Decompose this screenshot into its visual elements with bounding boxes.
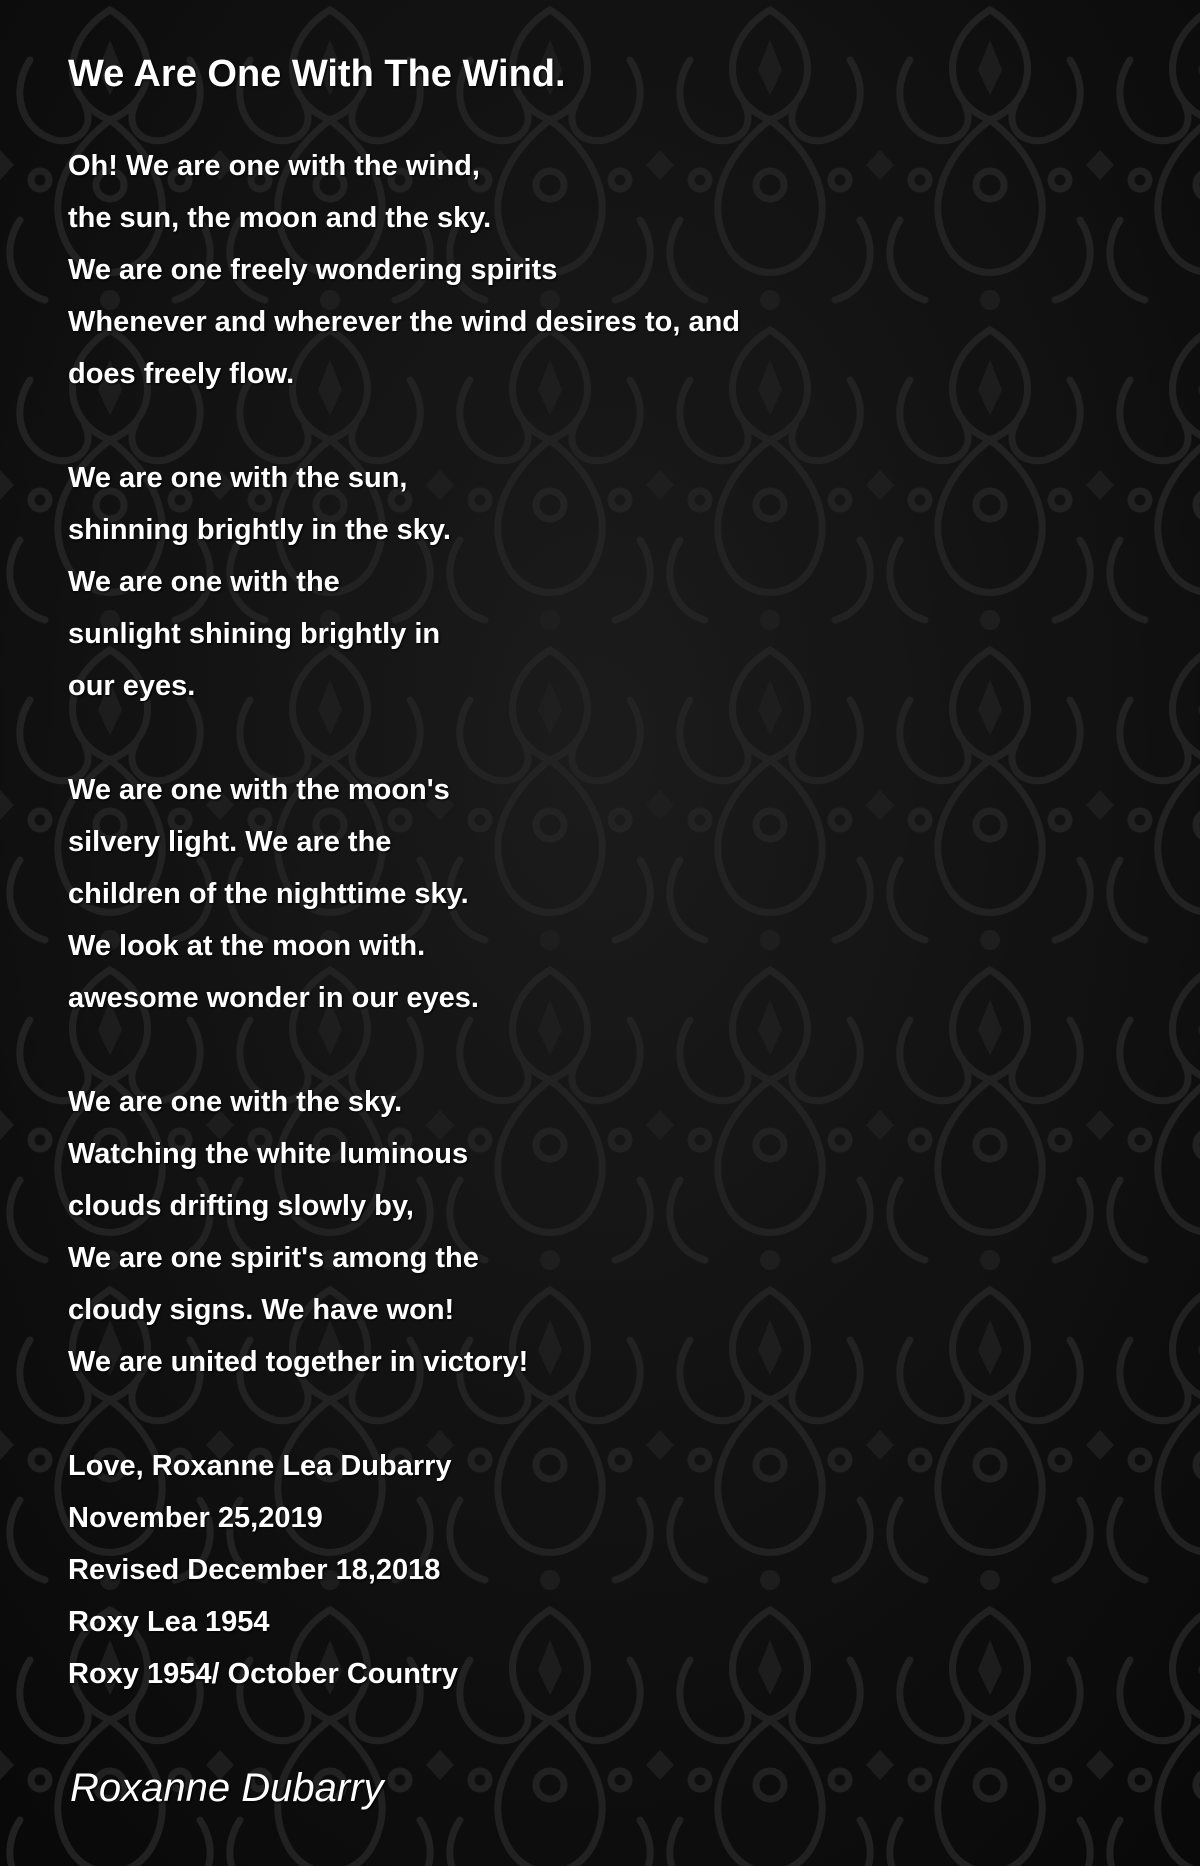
poem-line: We are one with the	[68, 566, 340, 598]
poem-line: Roxy 1954/ October Country	[68, 1658, 458, 1690]
poem-line: the sun, the moon and the sky.	[68, 202, 492, 234]
poem-author: Roxanne Dubarry	[70, 1766, 384, 1810]
poem-line: November 25,2019	[68, 1502, 323, 1534]
poem-line: We are one with the sun,	[68, 462, 408, 494]
poem-line: We are united together in victory!	[68, 1346, 529, 1378]
poem-line: shinning brightly in the sky.	[68, 514, 451, 546]
poem-content	[68, 48, 1148, 1752]
poem-stanza	[68, 764, 1148, 1024]
poem-line: We are one with the moon's	[68, 774, 450, 806]
poem-line: Revised December 18,2018	[68, 1554, 441, 1586]
poem-line: Roxy Lea 1954	[68, 1606, 270, 1638]
poem-line: Whenever and wherever the wind desires to, and	[68, 306, 741, 338]
poem-line: We are one with the sky.	[68, 1086, 403, 1118]
poem-body	[68, 140, 1148, 1700]
poem-stanza	[68, 452, 1148, 712]
poem-stanza	[68, 1076, 1148, 1388]
poem-line: children of the nighttime sky.	[68, 878, 469, 910]
poem-line: We are one freely wondering spirits	[68, 254, 558, 286]
poem-stanza	[68, 1440, 1148, 1700]
poem-line: awesome wonder in our eyes.	[68, 982, 479, 1014]
poem-line: Oh! We are one with the wind,	[68, 150, 480, 182]
poem-title: We Are One With The Wind.	[68, 53, 566, 95]
poem-line: We look at the moon with.	[68, 930, 426, 962]
poem-line: cloudy signs. We have won!	[68, 1294, 455, 1326]
poem-stanza	[68, 140, 1148, 400]
poem-line: our eyes.	[68, 670, 196, 702]
poem-line: We are one spirit's among the	[68, 1242, 479, 1274]
poem-line: Watching the white luminous	[68, 1138, 469, 1170]
poem-line: clouds drifting slowly by,	[68, 1190, 414, 1222]
poem-line: does freely flow.	[68, 358, 295, 390]
poem-line: sunlight shining brightly in	[68, 618, 441, 650]
poem-line: Love, Roxanne Lea Dubarry	[68, 1450, 452, 1482]
poem-line: silvery light. We are the	[68, 826, 392, 858]
